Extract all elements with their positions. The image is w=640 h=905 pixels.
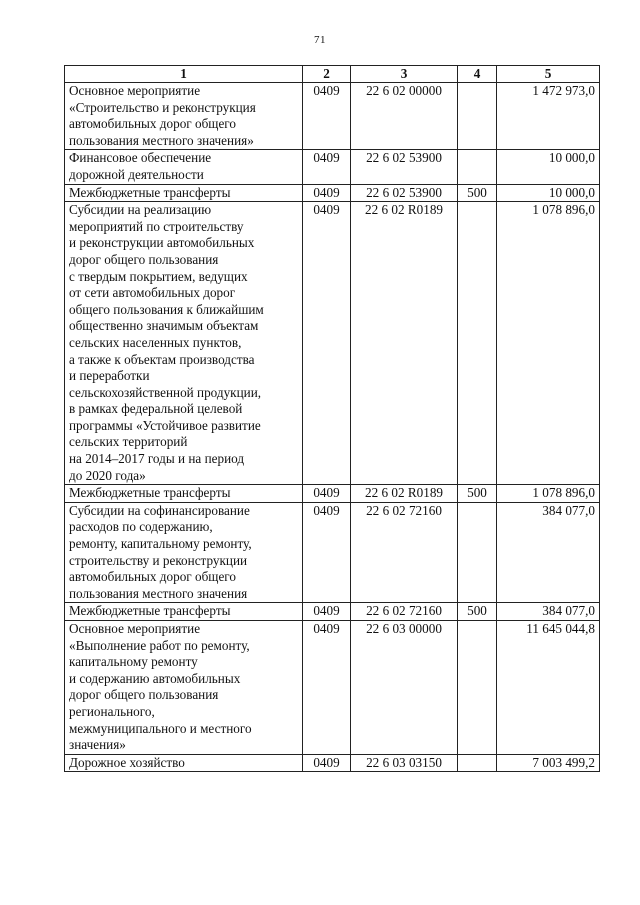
cell-amount: 7 003 499,2 (497, 754, 600, 772)
expense-name-line: и содержанию автомобильных (69, 670, 241, 686)
cell-target-article: 22 6 03 03150 (351, 754, 458, 772)
cell-target-article: 22 6 02 53900 (351, 150, 458, 184)
cell-amount: 384 077,0 (497, 603, 600, 621)
table-row (65, 184, 600, 202)
expense-name-line: автомобильных дорог общего (69, 569, 236, 585)
cell-expense-name (65, 150, 303, 184)
expense-name-line: пользования местного значения» (69, 132, 254, 148)
cell-expense-type: 500 (458, 184, 497, 202)
table-body (65, 83, 600, 772)
expense-name-line: автомобильных дорог общего (69, 116, 236, 132)
cell-expense-type (458, 502, 497, 603)
cell-expense-name (65, 83, 303, 150)
cell-expense-type (458, 150, 497, 184)
cell-expense-type: 500 (458, 603, 497, 621)
cell-section-code: 0409 (303, 754, 351, 772)
expense-name-line: «Строительство и реконструкция (69, 99, 256, 115)
header-cell-rz: 2 (303, 66, 351, 83)
cell-section-code: 0409 (303, 150, 351, 184)
expense-name-line: и переработки (69, 368, 150, 384)
table-row (65, 485, 600, 503)
budget-table (64, 65, 600, 772)
table-row (65, 150, 600, 184)
table-row (65, 621, 600, 755)
expense-name-line: строительству и реконструкции (69, 552, 248, 568)
cell-target-article: 22 6 02 72160 (351, 502, 458, 603)
expense-name-line: Основное мероприятие (69, 83, 201, 98)
expense-name-line: капитальному ремонту (69, 654, 198, 670)
cell-section-code: 0409 (303, 184, 351, 202)
expense-name-line: сельских населенных пунктов, (69, 334, 242, 350)
cell-expense-name (65, 603, 303, 621)
cell-expense-type (458, 202, 497, 485)
expense-name-line: Межбюджетные трансферты (69, 603, 231, 619)
cell-section-code: 0409 (303, 621, 351, 755)
header-cell-vr: 4 (458, 66, 497, 83)
expense-name-line: Финансовое обеспечение (69, 150, 212, 166)
table-row (65, 603, 600, 621)
expense-name-line: от сети автомобильных дорог (69, 285, 236, 301)
cell-expense-name (65, 621, 303, 755)
cell-expense-name (65, 184, 303, 202)
cell-target-article: 22 6 02 00000 (351, 83, 458, 150)
cell-target-article: 22 6 02 72160 (351, 603, 458, 621)
table-row (65, 754, 600, 772)
cell-section-code: 0409 (303, 83, 351, 150)
expense-name-line: программы «Устойчивое развитие (69, 417, 261, 433)
cell-amount: 11 645 044,8 (497, 621, 600, 755)
expense-name-line: Субсидии на софинансирование (69, 502, 250, 518)
cell-section-code: 0409 (303, 603, 351, 621)
expense-name-line: на 2014–2017 годы и на период (69, 451, 245, 467)
expense-name-line: дорог общего пользования (69, 251, 219, 267)
cell-target-article: 22 6 02 R0189 (351, 485, 458, 503)
cell-target-article: 22 6 02 53900 (351, 184, 458, 202)
expense-name-line: с твердым покрытием, ведущих (69, 268, 248, 284)
expense-name-line: Межбюджетные трансферты (69, 184, 231, 200)
cell-amount: 10 000,0 (497, 184, 600, 202)
expense-name-line: пользования местного значения (69, 585, 248, 601)
expense-name-line: до 2020 года» (69, 467, 146, 483)
cell-amount: 384 077,0 (497, 502, 600, 603)
expense-name-line: общего пользования к ближайшим (69, 301, 264, 317)
expense-name-line: и реконструкции автомобильных (69, 235, 255, 251)
cell-target-article: 22 6 03 00000 (351, 621, 458, 755)
table-header-row (65, 66, 600, 83)
cell-section-code: 0409 (303, 202, 351, 485)
expense-name-line: дорог общего пользования (69, 687, 219, 703)
header-cell-csr: 3 (351, 66, 458, 83)
cell-section-code: 0409 (303, 502, 351, 603)
table-row (65, 502, 600, 603)
expense-name-line: сельскохозяйственной продукции, (69, 384, 262, 400)
expense-name-line: Дорожное хозяйство (69, 754, 185, 770)
expense-name-line: расходов по содержанию, (69, 519, 213, 535)
expense-name-line: ремонту, капитальному ремонту, (69, 536, 252, 552)
cell-expense-type (458, 754, 497, 772)
expense-name-line: сельских территорий (69, 434, 188, 450)
expense-name-line: межмуниципального и местного (69, 720, 252, 736)
expense-name-line: Основное мероприятие (69, 621, 201, 636)
header-cell-sum: 5 (497, 66, 600, 83)
expense-name-line: регионального, (69, 703, 155, 719)
cell-expense-type: 500 (458, 485, 497, 503)
cell-expense-type (458, 83, 497, 150)
cell-expense-name (65, 754, 303, 772)
expense-name-line: «Выполнение работ по ремонту, (69, 637, 250, 653)
table-row (65, 83, 600, 150)
cell-expense-type (458, 621, 497, 755)
expense-name-line: дорожной деятельности (69, 166, 204, 182)
cell-amount: 1 078 896,0 (497, 202, 600, 485)
cell-expense-name (65, 502, 303, 603)
header-cell-name: 1 (65, 66, 303, 83)
cell-amount: 1 078 896,0 (497, 485, 600, 503)
expense-name-line: Субсидии на реализацию (69, 202, 212, 218)
expense-name-line: значения» (69, 737, 126, 753)
cell-amount: 10 000,0 (497, 150, 600, 184)
expense-name-line: а также к объектам производства (69, 351, 255, 367)
table-row (65, 202, 600, 485)
expense-name-line: мероприятий по строительству (69, 218, 244, 234)
cell-amount: 1 472 973,0 (497, 83, 600, 150)
expense-name-line: общественно значимым объектам (69, 318, 259, 334)
cell-expense-name (65, 485, 303, 503)
page-number: 71 (314, 34, 326, 46)
expense-name-line: Межбюджетные трансферты (69, 485, 231, 501)
cell-section-code: 0409 (303, 485, 351, 503)
cell-target-article: 22 6 02 R0189 (351, 202, 458, 485)
cell-expense-name (65, 202, 303, 485)
expense-name-line: в рамках федеральной целевой (69, 401, 243, 417)
